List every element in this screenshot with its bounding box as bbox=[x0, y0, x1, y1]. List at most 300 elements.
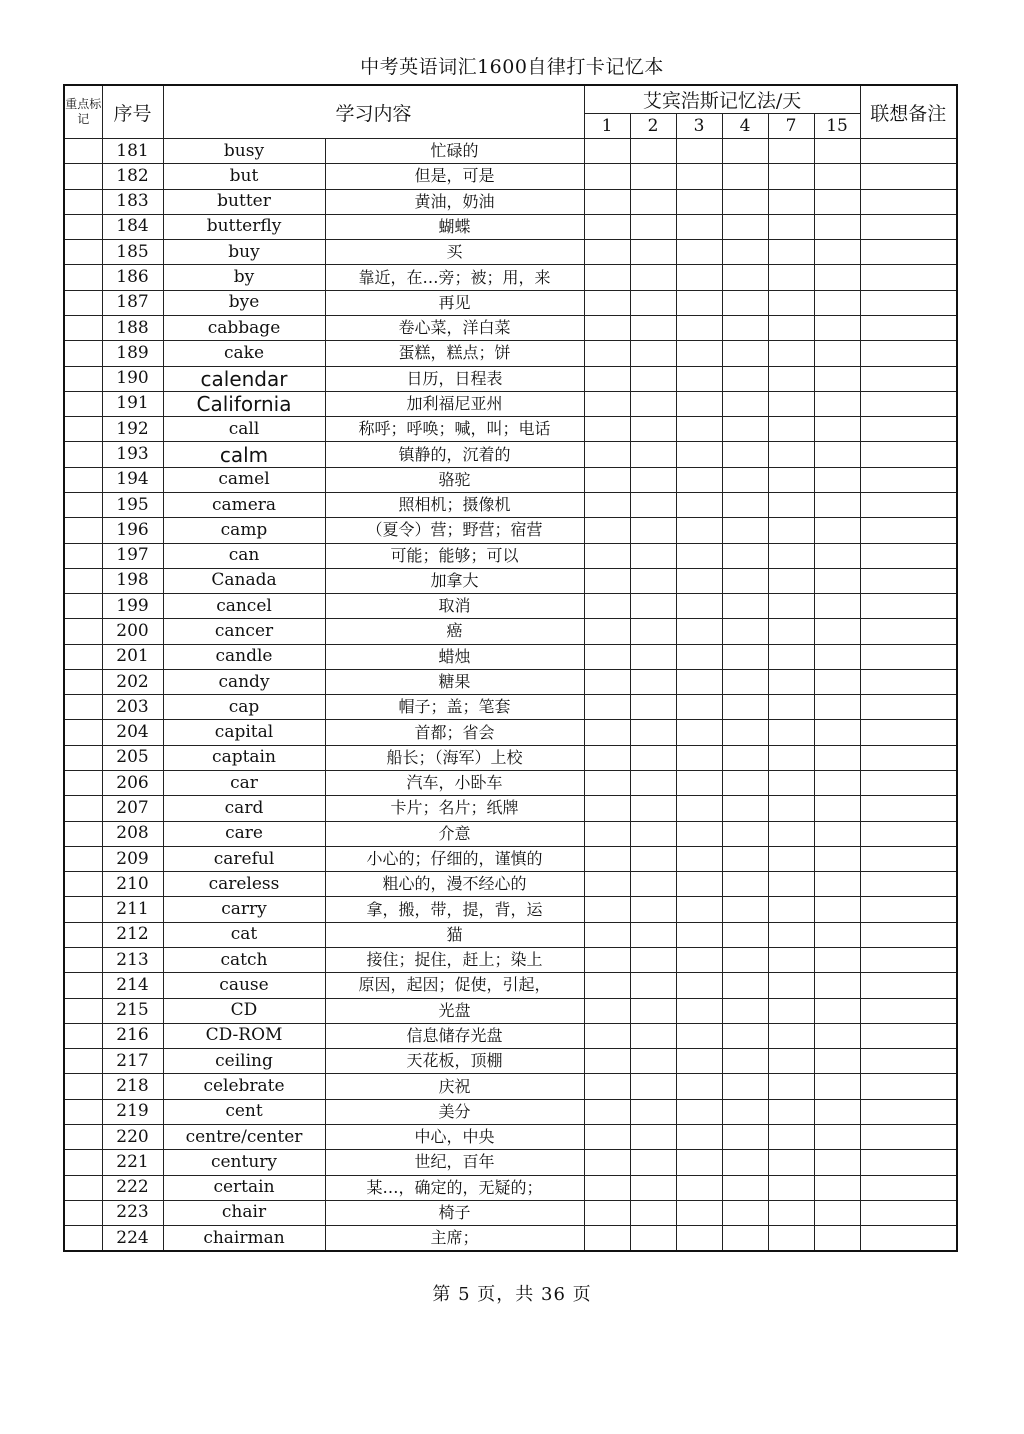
review-checkbox-cell[interactable] bbox=[768, 568, 814, 593]
review-checkbox-cell[interactable] bbox=[676, 189, 722, 214]
review-checkbox-cell[interactable] bbox=[722, 846, 768, 871]
notes-cell[interactable] bbox=[860, 998, 957, 1023]
review-checkbox-cell[interactable] bbox=[584, 1175, 630, 1200]
review-checkbox-cell[interactable] bbox=[584, 1150, 630, 1175]
review-checkbox-cell[interactable] bbox=[584, 821, 630, 846]
notes-cell[interactable] bbox=[860, 391, 957, 416]
notes-cell[interactable] bbox=[860, 467, 957, 492]
review-checkbox-cell[interactable] bbox=[814, 619, 860, 644]
notes-cell[interactable] bbox=[860, 695, 957, 720]
notes-cell[interactable] bbox=[860, 720, 957, 745]
review-checkbox-cell[interactable] bbox=[630, 240, 676, 265]
review-checkbox-cell[interactable] bbox=[722, 1049, 768, 1074]
mark-cell[interactable] bbox=[64, 189, 102, 214]
notes-cell[interactable] bbox=[860, 1226, 957, 1251]
mark-cell[interactable] bbox=[64, 948, 102, 973]
review-checkbox-cell[interactable] bbox=[676, 492, 722, 517]
review-checkbox-cell[interactable] bbox=[814, 240, 860, 265]
review-checkbox-cell[interactable] bbox=[584, 1099, 630, 1124]
notes-cell[interactable] bbox=[860, 973, 957, 998]
review-checkbox-cell[interactable] bbox=[630, 568, 676, 593]
review-checkbox-cell[interactable] bbox=[814, 897, 860, 922]
review-checkbox-cell[interactable] bbox=[676, 139, 722, 164]
notes-cell[interactable] bbox=[860, 290, 957, 315]
notes-cell[interactable] bbox=[860, 1049, 957, 1074]
review-checkbox-cell[interactable] bbox=[630, 391, 676, 416]
review-checkbox-cell[interactable] bbox=[630, 442, 676, 467]
review-checkbox-cell[interactable] bbox=[722, 543, 768, 568]
review-checkbox-cell[interactable] bbox=[676, 366, 722, 391]
review-checkbox-cell[interactable] bbox=[814, 139, 860, 164]
review-checkbox-cell[interactable] bbox=[676, 897, 722, 922]
review-checkbox-cell[interactable] bbox=[630, 973, 676, 998]
review-checkbox-cell[interactable] bbox=[630, 1124, 676, 1149]
review-checkbox-cell[interactable] bbox=[630, 265, 676, 290]
review-checkbox-cell[interactable] bbox=[814, 1150, 860, 1175]
review-checkbox-cell[interactable] bbox=[630, 872, 676, 897]
review-checkbox-cell[interactable] bbox=[768, 240, 814, 265]
review-checkbox-cell[interactable] bbox=[814, 644, 860, 669]
review-checkbox-cell[interactable] bbox=[584, 998, 630, 1023]
mark-cell[interactable] bbox=[64, 139, 102, 164]
review-checkbox-cell[interactable] bbox=[722, 720, 768, 745]
review-checkbox-cell[interactable] bbox=[722, 695, 768, 720]
review-checkbox-cell[interactable] bbox=[584, 872, 630, 897]
review-checkbox-cell[interactable] bbox=[630, 669, 676, 694]
review-checkbox-cell[interactable] bbox=[676, 265, 722, 290]
mark-cell[interactable] bbox=[64, 543, 102, 568]
review-checkbox-cell[interactable] bbox=[584, 897, 630, 922]
review-checkbox-cell[interactable] bbox=[630, 745, 676, 770]
review-checkbox-cell[interactable] bbox=[584, 1023, 630, 1048]
review-checkbox-cell[interactable] bbox=[768, 1023, 814, 1048]
notes-cell[interactable] bbox=[860, 366, 957, 391]
mark-cell[interactable] bbox=[64, 442, 102, 467]
review-checkbox-cell[interactable] bbox=[768, 922, 814, 947]
mark-cell[interactable] bbox=[64, 240, 102, 265]
review-checkbox-cell[interactable] bbox=[814, 720, 860, 745]
review-checkbox-cell[interactable] bbox=[676, 745, 722, 770]
review-checkbox-cell[interactable] bbox=[722, 1226, 768, 1251]
notes-cell[interactable] bbox=[860, 164, 957, 189]
review-checkbox-cell[interactable] bbox=[676, 821, 722, 846]
review-checkbox-cell[interactable] bbox=[814, 164, 860, 189]
review-checkbox-cell[interactable] bbox=[676, 973, 722, 998]
notes-cell[interactable] bbox=[860, 189, 957, 214]
review-checkbox-cell[interactable] bbox=[676, 568, 722, 593]
review-checkbox-cell[interactable] bbox=[722, 922, 768, 947]
review-checkbox-cell[interactable] bbox=[584, 164, 630, 189]
review-checkbox-cell[interactable] bbox=[630, 771, 676, 796]
review-checkbox-cell[interactable] bbox=[768, 644, 814, 669]
review-checkbox-cell[interactable] bbox=[814, 669, 860, 694]
review-checkbox-cell[interactable] bbox=[630, 1074, 676, 1099]
review-checkbox-cell[interactable] bbox=[768, 796, 814, 821]
notes-cell[interactable] bbox=[860, 669, 957, 694]
mark-cell[interactable] bbox=[64, 417, 102, 442]
review-checkbox-cell[interactable] bbox=[630, 467, 676, 492]
notes-cell[interactable] bbox=[860, 1124, 957, 1149]
mark-cell[interactable] bbox=[64, 518, 102, 543]
notes-cell[interactable] bbox=[860, 315, 957, 340]
review-checkbox-cell[interactable] bbox=[768, 139, 814, 164]
review-checkbox-cell[interactable] bbox=[630, 1023, 676, 1048]
review-checkbox-cell[interactable] bbox=[814, 1049, 860, 1074]
mark-cell[interactable] bbox=[64, 796, 102, 821]
notes-cell[interactable] bbox=[860, 897, 957, 922]
notes-cell[interactable] bbox=[860, 518, 957, 543]
review-checkbox-cell[interactable] bbox=[676, 1200, 722, 1225]
review-checkbox-cell[interactable] bbox=[814, 315, 860, 340]
review-checkbox-cell[interactable] bbox=[584, 922, 630, 947]
review-checkbox-cell[interactable] bbox=[584, 214, 630, 239]
review-checkbox-cell[interactable] bbox=[768, 745, 814, 770]
notes-cell[interactable] bbox=[860, 948, 957, 973]
review-checkbox-cell[interactable] bbox=[676, 1124, 722, 1149]
review-checkbox-cell[interactable] bbox=[584, 315, 630, 340]
mark-cell[interactable] bbox=[64, 1200, 102, 1225]
review-checkbox-cell[interactable] bbox=[676, 619, 722, 644]
notes-cell[interactable] bbox=[860, 1200, 957, 1225]
mark-cell[interactable] bbox=[64, 821, 102, 846]
review-checkbox-cell[interactable] bbox=[814, 568, 860, 593]
notes-cell[interactable] bbox=[860, 1074, 957, 1099]
review-checkbox-cell[interactable] bbox=[676, 417, 722, 442]
review-checkbox-cell[interactable] bbox=[722, 139, 768, 164]
review-checkbox-cell[interactable] bbox=[676, 1074, 722, 1099]
notes-cell[interactable] bbox=[860, 214, 957, 239]
review-checkbox-cell[interactable] bbox=[814, 872, 860, 897]
review-checkbox-cell[interactable] bbox=[676, 695, 722, 720]
review-checkbox-cell[interactable] bbox=[768, 492, 814, 517]
review-checkbox-cell[interactable] bbox=[630, 1150, 676, 1175]
review-checkbox-cell[interactable] bbox=[630, 695, 676, 720]
mark-cell[interactable] bbox=[64, 669, 102, 694]
review-checkbox-cell[interactable] bbox=[722, 290, 768, 315]
review-checkbox-cell[interactable] bbox=[814, 214, 860, 239]
review-checkbox-cell[interactable] bbox=[630, 998, 676, 1023]
review-checkbox-cell[interactable] bbox=[814, 1074, 860, 1099]
notes-cell[interactable] bbox=[860, 442, 957, 467]
review-checkbox-cell[interactable] bbox=[722, 1074, 768, 1099]
review-checkbox-cell[interactable] bbox=[584, 290, 630, 315]
review-checkbox-cell[interactable] bbox=[814, 948, 860, 973]
review-checkbox-cell[interactable] bbox=[814, 366, 860, 391]
review-checkbox-cell[interactable] bbox=[722, 214, 768, 239]
review-checkbox-cell[interactable] bbox=[814, 391, 860, 416]
review-checkbox-cell[interactable] bbox=[630, 796, 676, 821]
review-checkbox-cell[interactable] bbox=[722, 1023, 768, 1048]
notes-cell[interactable] bbox=[860, 492, 957, 517]
review-checkbox-cell[interactable] bbox=[768, 1099, 814, 1124]
review-checkbox-cell[interactable] bbox=[768, 1200, 814, 1225]
review-checkbox-cell[interactable] bbox=[768, 1175, 814, 1200]
review-checkbox-cell[interactable] bbox=[814, 1124, 860, 1149]
mark-cell[interactable] bbox=[64, 1074, 102, 1099]
review-checkbox-cell[interactable] bbox=[722, 669, 768, 694]
review-checkbox-cell[interactable] bbox=[676, 1049, 722, 1074]
review-checkbox-cell[interactable] bbox=[584, 745, 630, 770]
review-checkbox-cell[interactable] bbox=[722, 366, 768, 391]
review-checkbox-cell[interactable] bbox=[768, 619, 814, 644]
review-checkbox-cell[interactable] bbox=[768, 1226, 814, 1251]
review-checkbox-cell[interactable] bbox=[768, 1049, 814, 1074]
review-checkbox-cell[interactable] bbox=[630, 948, 676, 973]
review-checkbox-cell[interactable] bbox=[722, 998, 768, 1023]
review-checkbox-cell[interactable] bbox=[722, 1099, 768, 1124]
notes-cell[interactable] bbox=[860, 1099, 957, 1124]
review-checkbox-cell[interactable] bbox=[676, 922, 722, 947]
review-checkbox-cell[interactable] bbox=[814, 695, 860, 720]
review-checkbox-cell[interactable] bbox=[814, 1023, 860, 1048]
review-checkbox-cell[interactable] bbox=[722, 1150, 768, 1175]
notes-cell[interactable] bbox=[860, 796, 957, 821]
review-checkbox-cell[interactable] bbox=[768, 872, 814, 897]
mark-cell[interactable] bbox=[64, 1175, 102, 1200]
review-checkbox-cell[interactable] bbox=[676, 518, 722, 543]
notes-cell[interactable] bbox=[860, 240, 957, 265]
review-checkbox-cell[interactable] bbox=[722, 796, 768, 821]
mark-cell[interactable] bbox=[64, 1023, 102, 1048]
mark-cell[interactable] bbox=[64, 315, 102, 340]
mark-cell[interactable] bbox=[64, 366, 102, 391]
review-checkbox-cell[interactable] bbox=[584, 1200, 630, 1225]
review-checkbox-cell[interactable] bbox=[584, 366, 630, 391]
mark-cell[interactable] bbox=[64, 846, 102, 871]
review-checkbox-cell[interactable] bbox=[676, 391, 722, 416]
review-checkbox-cell[interactable] bbox=[722, 821, 768, 846]
review-checkbox-cell[interactable] bbox=[722, 265, 768, 290]
review-checkbox-cell[interactable] bbox=[584, 720, 630, 745]
review-checkbox-cell[interactable] bbox=[676, 1099, 722, 1124]
mark-cell[interactable] bbox=[64, 872, 102, 897]
review-checkbox-cell[interactable] bbox=[722, 492, 768, 517]
review-checkbox-cell[interactable] bbox=[630, 139, 676, 164]
review-checkbox-cell[interactable] bbox=[630, 619, 676, 644]
review-checkbox-cell[interactable] bbox=[584, 568, 630, 593]
review-checkbox-cell[interactable] bbox=[676, 240, 722, 265]
review-checkbox-cell[interactable] bbox=[584, 442, 630, 467]
review-checkbox-cell[interactable] bbox=[814, 467, 860, 492]
review-checkbox-cell[interactable] bbox=[768, 417, 814, 442]
mark-cell[interactable] bbox=[64, 1049, 102, 1074]
mark-cell[interactable] bbox=[64, 164, 102, 189]
mark-cell[interactable] bbox=[64, 492, 102, 517]
mark-cell[interactable] bbox=[64, 467, 102, 492]
review-checkbox-cell[interactable] bbox=[630, 315, 676, 340]
review-checkbox-cell[interactable] bbox=[814, 745, 860, 770]
review-checkbox-cell[interactable] bbox=[584, 948, 630, 973]
review-checkbox-cell[interactable] bbox=[630, 1049, 676, 1074]
review-checkbox-cell[interactable] bbox=[630, 594, 676, 619]
review-checkbox-cell[interactable] bbox=[676, 948, 722, 973]
mark-cell[interactable] bbox=[64, 391, 102, 416]
review-checkbox-cell[interactable] bbox=[722, 594, 768, 619]
mark-cell[interactable] bbox=[64, 290, 102, 315]
review-checkbox-cell[interactable] bbox=[676, 315, 722, 340]
review-checkbox-cell[interactable] bbox=[676, 594, 722, 619]
review-checkbox-cell[interactable] bbox=[768, 821, 814, 846]
review-checkbox-cell[interactable] bbox=[722, 391, 768, 416]
notes-cell[interactable] bbox=[860, 846, 957, 871]
review-checkbox-cell[interactable] bbox=[630, 518, 676, 543]
review-checkbox-cell[interactable] bbox=[722, 619, 768, 644]
review-checkbox-cell[interactable] bbox=[768, 189, 814, 214]
mark-cell[interactable] bbox=[64, 998, 102, 1023]
review-checkbox-cell[interactable] bbox=[630, 341, 676, 366]
review-checkbox-cell[interactable] bbox=[630, 720, 676, 745]
review-checkbox-cell[interactable] bbox=[584, 594, 630, 619]
review-checkbox-cell[interactable] bbox=[676, 442, 722, 467]
review-checkbox-cell[interactable] bbox=[768, 1124, 814, 1149]
review-checkbox-cell[interactable] bbox=[768, 543, 814, 568]
review-checkbox-cell[interactable] bbox=[722, 240, 768, 265]
review-checkbox-cell[interactable] bbox=[676, 796, 722, 821]
review-checkbox-cell[interactable] bbox=[722, 341, 768, 366]
mark-cell[interactable] bbox=[64, 745, 102, 770]
review-checkbox-cell[interactable] bbox=[584, 518, 630, 543]
review-checkbox-cell[interactable] bbox=[814, 821, 860, 846]
review-checkbox-cell[interactable] bbox=[676, 290, 722, 315]
review-checkbox-cell[interactable] bbox=[768, 948, 814, 973]
review-checkbox-cell[interactable] bbox=[814, 922, 860, 947]
notes-cell[interactable] bbox=[860, 568, 957, 593]
notes-cell[interactable] bbox=[860, 594, 957, 619]
review-checkbox-cell[interactable] bbox=[676, 644, 722, 669]
review-checkbox-cell[interactable] bbox=[584, 492, 630, 517]
notes-cell[interactable] bbox=[860, 341, 957, 366]
review-checkbox-cell[interactable] bbox=[584, 973, 630, 998]
review-checkbox-cell[interactable] bbox=[584, 1124, 630, 1149]
review-checkbox-cell[interactable] bbox=[768, 442, 814, 467]
review-checkbox-cell[interactable] bbox=[722, 442, 768, 467]
review-checkbox-cell[interactable] bbox=[630, 417, 676, 442]
review-checkbox-cell[interactable] bbox=[584, 644, 630, 669]
review-checkbox-cell[interactable] bbox=[814, 998, 860, 1023]
review-checkbox-cell[interactable] bbox=[768, 846, 814, 871]
review-checkbox-cell[interactable] bbox=[722, 948, 768, 973]
review-checkbox-cell[interactable] bbox=[630, 1226, 676, 1251]
review-checkbox-cell[interactable] bbox=[584, 771, 630, 796]
review-checkbox-cell[interactable] bbox=[768, 1074, 814, 1099]
review-checkbox-cell[interactable] bbox=[768, 265, 814, 290]
review-checkbox-cell[interactable] bbox=[584, 1226, 630, 1251]
review-checkbox-cell[interactable] bbox=[768, 467, 814, 492]
review-checkbox-cell[interactable] bbox=[722, 1175, 768, 1200]
review-checkbox-cell[interactable] bbox=[814, 442, 860, 467]
review-checkbox-cell[interactable] bbox=[584, 189, 630, 214]
review-checkbox-cell[interactable] bbox=[768, 366, 814, 391]
review-checkbox-cell[interactable] bbox=[722, 164, 768, 189]
mark-cell[interactable] bbox=[64, 341, 102, 366]
review-checkbox-cell[interactable] bbox=[722, 189, 768, 214]
review-checkbox-cell[interactable] bbox=[768, 594, 814, 619]
review-checkbox-cell[interactable] bbox=[814, 846, 860, 871]
mark-cell[interactable] bbox=[64, 771, 102, 796]
review-checkbox-cell[interactable] bbox=[814, 1175, 860, 1200]
notes-cell[interactable] bbox=[860, 922, 957, 947]
review-checkbox-cell[interactable] bbox=[584, 467, 630, 492]
review-checkbox-cell[interactable] bbox=[814, 290, 860, 315]
review-checkbox-cell[interactable] bbox=[814, 796, 860, 821]
review-checkbox-cell[interactable] bbox=[584, 846, 630, 871]
review-checkbox-cell[interactable] bbox=[584, 669, 630, 694]
review-checkbox-cell[interactable] bbox=[722, 872, 768, 897]
review-checkbox-cell[interactable] bbox=[768, 290, 814, 315]
review-checkbox-cell[interactable] bbox=[676, 669, 722, 694]
review-checkbox-cell[interactable] bbox=[676, 1023, 722, 1048]
review-checkbox-cell[interactable] bbox=[814, 518, 860, 543]
review-checkbox-cell[interactable] bbox=[584, 619, 630, 644]
review-checkbox-cell[interactable] bbox=[814, 543, 860, 568]
mark-cell[interactable] bbox=[64, 1099, 102, 1124]
review-checkbox-cell[interactable] bbox=[814, 594, 860, 619]
review-checkbox-cell[interactable] bbox=[722, 568, 768, 593]
review-checkbox-cell[interactable] bbox=[722, 897, 768, 922]
notes-cell[interactable] bbox=[860, 821, 957, 846]
review-checkbox-cell[interactable] bbox=[676, 1175, 722, 1200]
review-checkbox-cell[interactable] bbox=[630, 1200, 676, 1225]
review-checkbox-cell[interactable] bbox=[630, 492, 676, 517]
review-checkbox-cell[interactable] bbox=[768, 771, 814, 796]
review-checkbox-cell[interactable] bbox=[768, 1150, 814, 1175]
mark-cell[interactable] bbox=[64, 922, 102, 947]
review-checkbox-cell[interactable] bbox=[584, 139, 630, 164]
review-checkbox-cell[interactable] bbox=[584, 1049, 630, 1074]
review-checkbox-cell[interactable] bbox=[630, 897, 676, 922]
notes-cell[interactable] bbox=[860, 771, 957, 796]
review-checkbox-cell[interactable] bbox=[768, 341, 814, 366]
review-checkbox-cell[interactable] bbox=[768, 214, 814, 239]
mark-cell[interactable] bbox=[64, 265, 102, 290]
review-checkbox-cell[interactable] bbox=[814, 265, 860, 290]
review-checkbox-cell[interactable] bbox=[768, 518, 814, 543]
mark-cell[interactable] bbox=[64, 594, 102, 619]
review-checkbox-cell[interactable] bbox=[630, 1099, 676, 1124]
review-checkbox-cell[interactable] bbox=[676, 164, 722, 189]
review-checkbox-cell[interactable] bbox=[584, 1074, 630, 1099]
review-checkbox-cell[interactable] bbox=[630, 1175, 676, 1200]
review-checkbox-cell[interactable] bbox=[722, 973, 768, 998]
review-checkbox-cell[interactable] bbox=[630, 290, 676, 315]
review-checkbox-cell[interactable] bbox=[814, 492, 860, 517]
notes-cell[interactable] bbox=[860, 1175, 957, 1200]
review-checkbox-cell[interactable] bbox=[722, 1200, 768, 1225]
review-checkbox-cell[interactable] bbox=[630, 846, 676, 871]
notes-cell[interactable] bbox=[860, 543, 957, 568]
mark-cell[interactable] bbox=[64, 897, 102, 922]
mark-cell[interactable] bbox=[64, 720, 102, 745]
review-checkbox-cell[interactable] bbox=[676, 771, 722, 796]
review-checkbox-cell[interactable] bbox=[768, 998, 814, 1023]
review-checkbox-cell[interactable] bbox=[814, 973, 860, 998]
review-checkbox-cell[interactable] bbox=[630, 922, 676, 947]
notes-cell[interactable] bbox=[860, 1023, 957, 1048]
notes-cell[interactable] bbox=[860, 644, 957, 669]
review-checkbox-cell[interactable] bbox=[814, 1226, 860, 1251]
review-checkbox-cell[interactable] bbox=[814, 1099, 860, 1124]
notes-cell[interactable] bbox=[860, 265, 957, 290]
review-checkbox-cell[interactable] bbox=[630, 644, 676, 669]
notes-cell[interactable] bbox=[860, 619, 957, 644]
review-checkbox-cell[interactable] bbox=[722, 1124, 768, 1149]
review-checkbox-cell[interactable] bbox=[768, 897, 814, 922]
review-checkbox-cell[interactable] bbox=[584, 240, 630, 265]
review-checkbox-cell[interactable] bbox=[584, 341, 630, 366]
review-checkbox-cell[interactable] bbox=[584, 417, 630, 442]
review-checkbox-cell[interactable] bbox=[676, 846, 722, 871]
mark-cell[interactable] bbox=[64, 619, 102, 644]
